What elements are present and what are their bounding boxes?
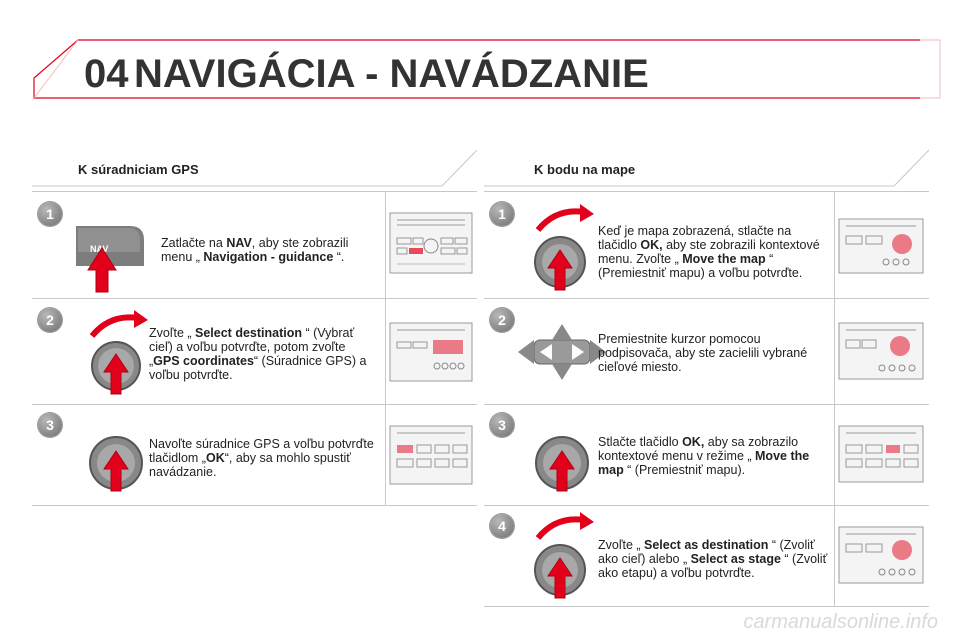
right-step-2: [484, 298, 929, 405]
step-instruction: Zvoľte „ Select as destination “ (Zvoliť ako cieľ) alebo „ Select as stage “ (Zvoliť ako etapu) a voľbu potvrďte.: [598, 538, 828, 580]
radio-panel-thumbnail: [389, 322, 473, 382]
chapter-number: 04: [84, 52, 129, 96]
left-section-title: K súradniciam GPS: [78, 162, 199, 177]
step-number-badge: 4: [490, 514, 514, 538]
radio-panel-thumbnail: [389, 425, 473, 485]
right-step-3: [484, 405, 929, 506]
radio-panel-thumbnail: [389, 212, 473, 274]
step-instruction: Zatlačte na NAV, aby ste zobrazili menu „ Navigation - guidance “.: [161, 236, 349, 264]
right-section-title: K bodu na mape: [534, 162, 636, 177]
radio-panel-thumbnail: [838, 425, 924, 483]
step-number-badge: 3: [490, 413, 514, 437]
left-step-1: [32, 191, 477, 299]
radio-panel-thumbnail: [838, 322, 924, 380]
page-title: NAVIGÁCIA - NAVÁDZANIE: [134, 52, 649, 96]
step-instruction: Zvoľte „ Select destination “ (Vybrať cieľ) a voľbu potvrďte, potom zvoľte „GPS coordinates“ (Súradnice GPS) a voľbu potvrďte.: [149, 326, 367, 382]
step-instruction: Navoľte súradnice GPS a voľbu potvrďte tlačidlom „OK“, aby sa mohlo spustiť navádzanie.: [149, 437, 374, 479]
right-step-1: [484, 191, 929, 299]
step-number-badge: 2: [490, 308, 514, 332]
step-number-badge: 1: [38, 202, 62, 226]
step-instruction: Keď je mapa zobrazená, stlačte na tlačidlo OK, aby ste zobrazili kontextové menu. Zvoľte „ Move the map “ (Premiestniť mapu) a voľbu potvrďte.: [598, 224, 820, 280]
radio-panel-thumbnail: [838, 218, 924, 274]
left-step-3: [32, 405, 477, 506]
step-instruction: Premiestnite kurzor pomocou podpisovača, aby ste zacielili vybrané cieľové miesto.: [598, 332, 808, 374]
left-step-2: [32, 298, 477, 405]
watermark: carmanualsonline.info: [743, 611, 938, 633]
left-section-header: [32, 148, 477, 186]
nav-button-label: NAV: [90, 244, 109, 254]
step-number-badge: 3: [38, 413, 62, 437]
rotary-knob-press-icon: [528, 421, 608, 501]
step-number-badge: 2: [38, 308, 62, 332]
right-section-header: [484, 148, 929, 186]
right-step-4: [484, 506, 929, 607]
nav-button-press-icon: [72, 222, 168, 294]
step-instruction: Stlačte tlačidlo OK, aby sa zobrazilo kontextové menu v režime „ Move the map “ (Premiestniť mapu).: [598, 435, 810, 477]
joystick-direction-icon: [514, 322, 610, 382]
step-number-badge: 1: [490, 202, 514, 226]
radio-panel-thumbnail: [838, 526, 924, 584]
